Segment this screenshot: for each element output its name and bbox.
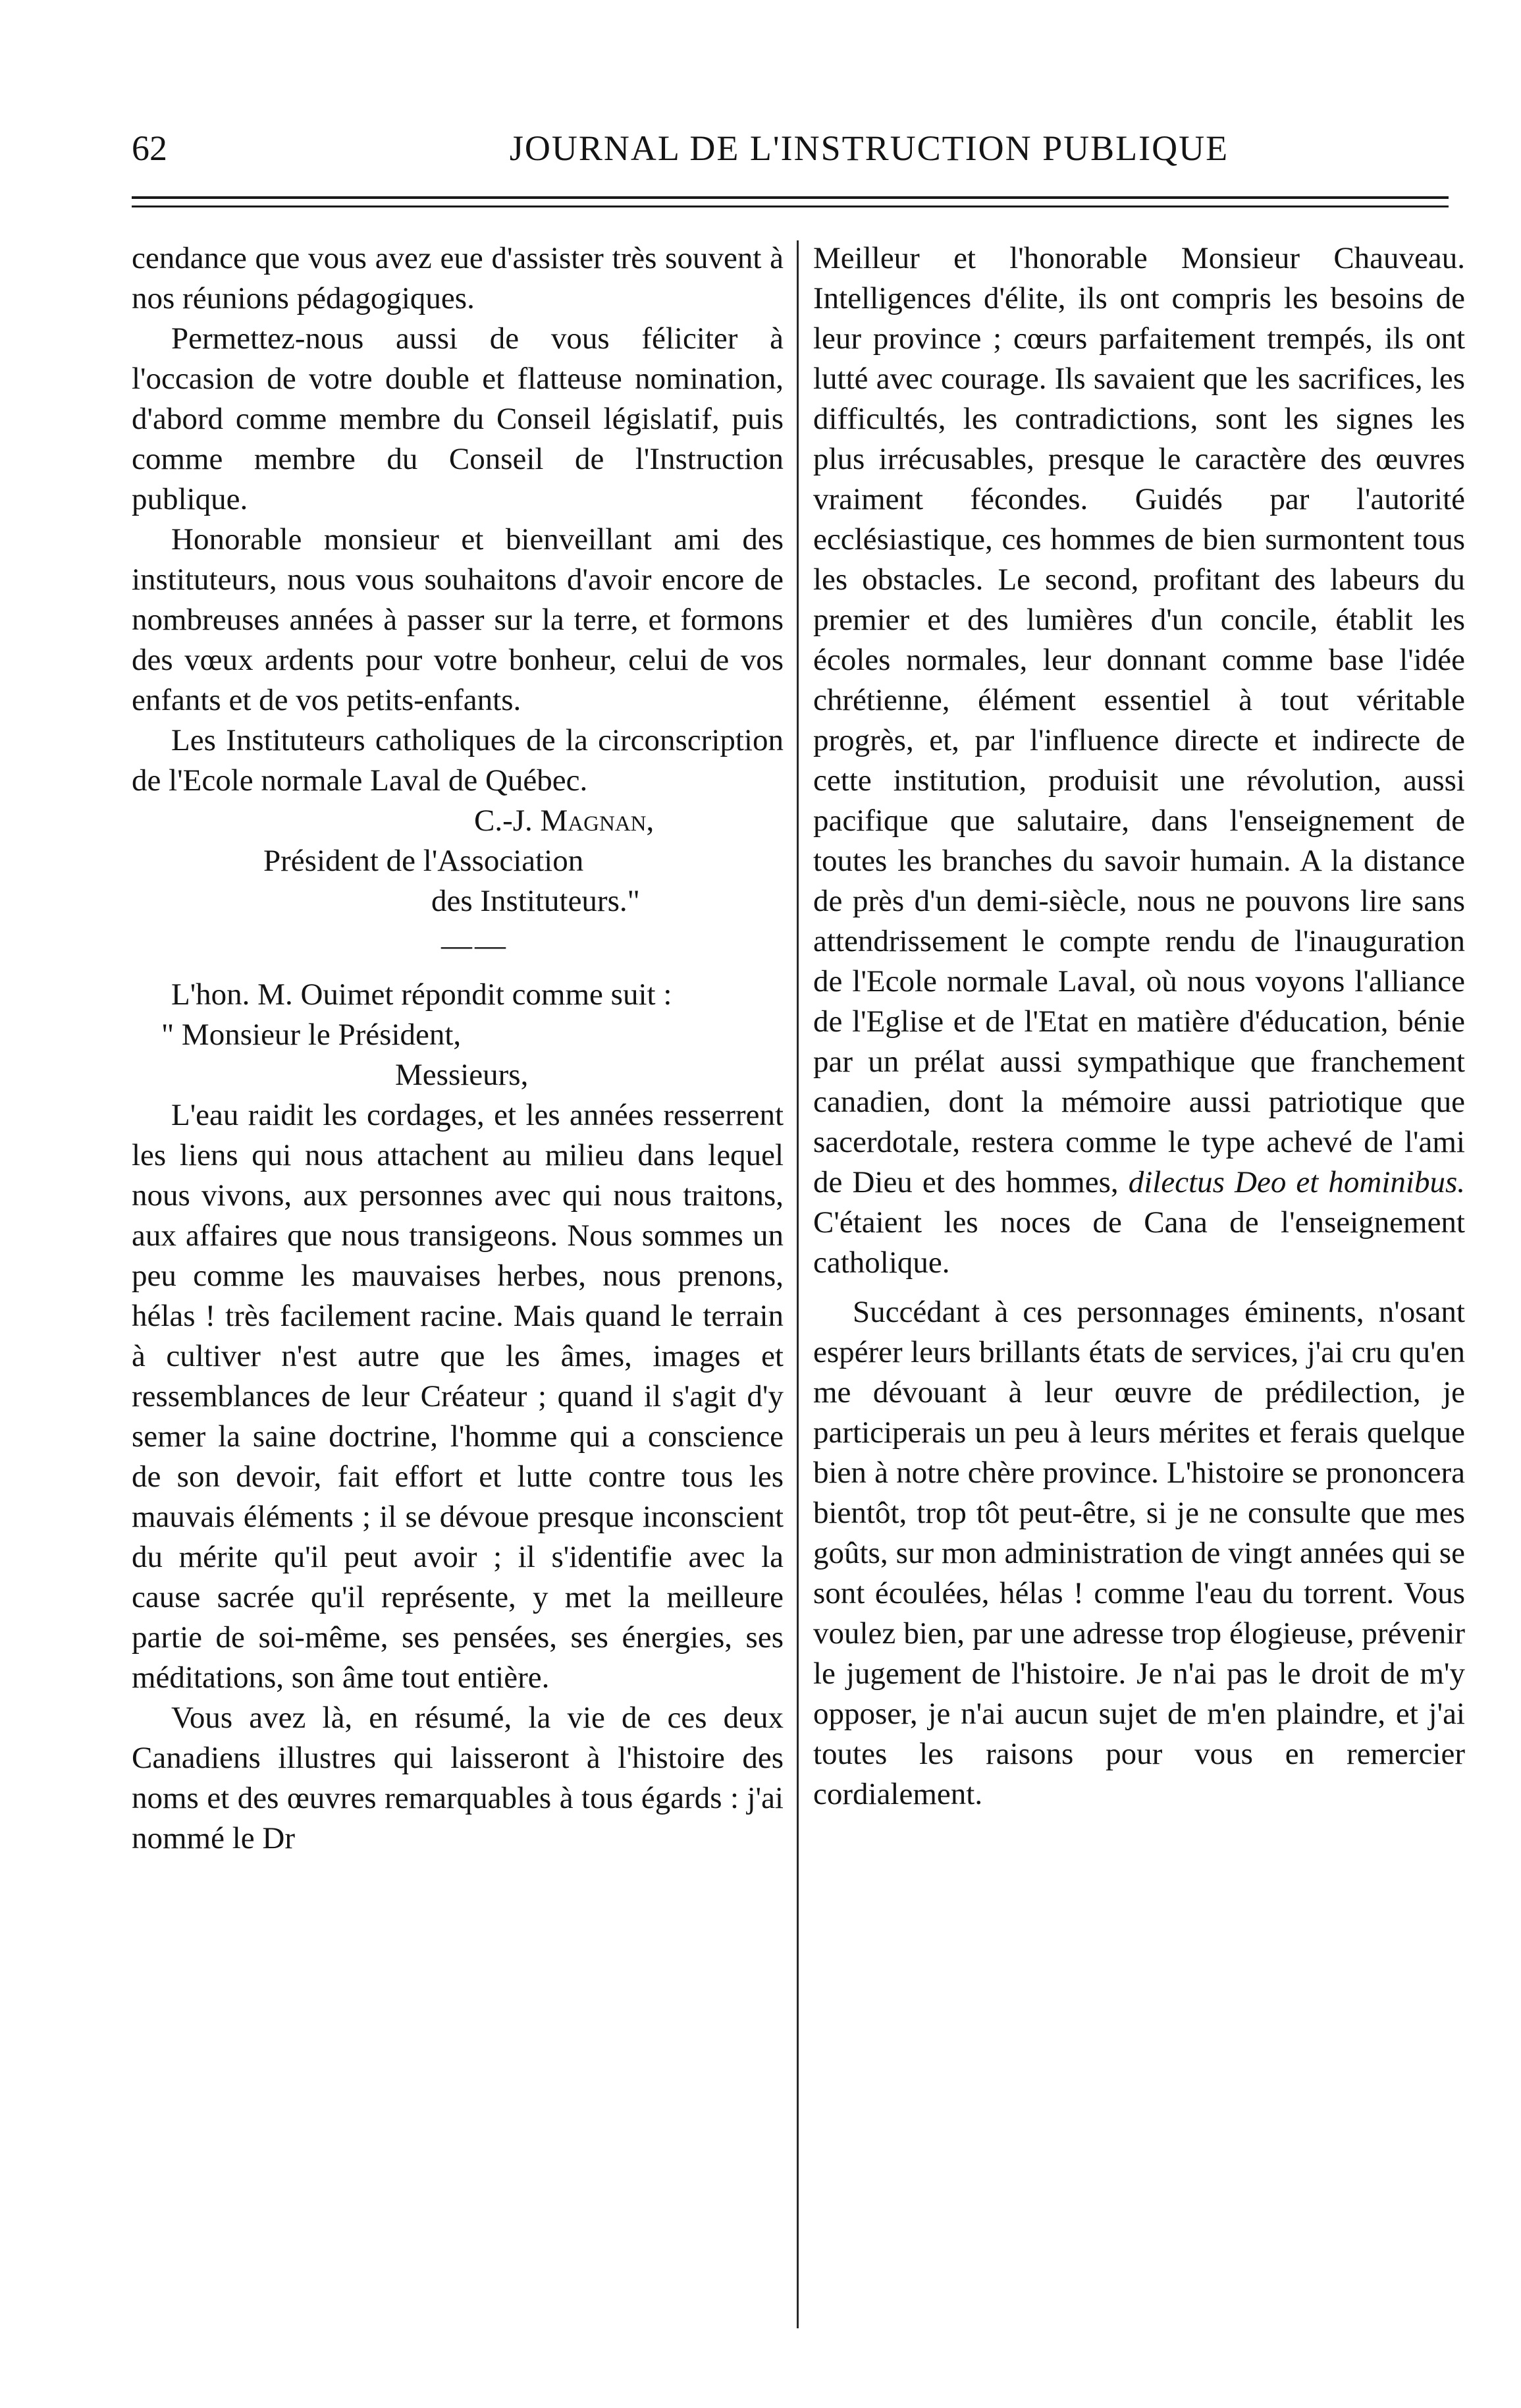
running-title: JOURNAL DE L'INSTRUCTION PUBLIQUE (509, 128, 1229, 168)
latin-quote: dilectus Deo et hominibus. (1128, 1165, 1466, 1199)
signature-name: C.-J. Magnan, (474, 804, 654, 838)
salutation: " Monsieur le Président, (161, 1018, 462, 1052)
paragraph (813, 238, 1465, 1283)
paragraph-text: Meilleur et l'honorable Monsieur Chauveau. Intelligences d'élite, ils ont compris les besoins de leur province ; cœurs parfaitement trempés, ils ont lutté avec courage. Ils savaient que les sacrifices, les difficultés, les contradictions, sont les signes les plus irrécusables, presque le caractère des œuvres vraiment fécondes. Guidés par l'autorité ecclésiastique, ces hommes de bien surmontent tous les obstacles. Le second, profitant des labeurs du premier et des lumières d'un concile, établit les écoles normales, leur donnant comme base l'idée chrétienne, élément essentiel à tout véritable progrès, et, par l'influence directe et indirecte de cette institution, produisit une révolution, aussi pacifique que salutaire, dans l'enseignement de toutes les branches du savoir humain. A la distance de près d'un demi-siècle, nous ne pouvons lire sans attendrissement le compte rendu de l'inauguration de l'Ecole normale Laval, où nous voyons l'alliance de l'Eglise et de l'Etat en matière d'éducation, bénie par un prélat aussi sympathique que franchement canadien, dont la mémoire aussi patriotique que sacerdotale, restera comme le type achevé de l'ami de Dieu et des hommes, (813, 241, 1465, 1199)
header-rule (132, 196, 1449, 199)
paragraph: L'eau raidit les cordages, et les années resserrent les liens qui nous attachent au milieu dans lequel nous vivons, aux personnes avec qui nous traitons, aux affaires que nous transigeons. Nous sommes un peu comme les mauvaises herbes, nous prenons, hélas ! très facilement racine. Mais quand le terrain à cultiver n'est autre que les âmes, images et ressemblances de leur Créateur ; quand il s'agit d'y semer la saine doctrine, l'homme qui a conscience de son devoir, fait effort et lutte contre tous les mauvais éléments ; il se dévoue presque inconscient du mérite qu'il peut avoir ; il s'identifie avec la cause sacrée qu'il représente, y met la meilleure partie de soi-même, ses pensées, ses énergies, ses méditations, son âme tout entière. (132, 1098, 784, 1695)
paragraph: Les Instituteurs catholiques de la circonscription de l'Ecole normale Laval de Québec. (132, 723, 784, 798)
column-divider (797, 240, 799, 2328)
paragraph: Vous avez là, en résumé, la vie de ces deux Canadiens illustres qui laisseront à l'histoire des noms et des œuvres remarquables à tous égards : j'ai nommé le Dr (132, 1701, 784, 1855)
left-column (132, 238, 784, 1859)
salutation: Messieurs, (395, 1058, 529, 1092)
paragraph: Succédant à ces personnages éminents, n'osant espérer leurs brillants états de services, j'ai cru qu'en me dévouant à leur œuvre de prédilection, je participerais un peu à leurs mérites et ferais quelque bien à notre chère province. L'histoire se prononcera bientôt, trop tôt peut-être, si je ne consulte que mes goûts, sur mon administration de vingt années qui se sont écoulées, hélas ! comme l'eau du torrent. Vous voulez bien, par une adresse trop élogieuse, prévenir le jugement de l'histoire. Je n'ai pas le droit de m'y opposer, je n'ai aucun sujet de m'en plaindre, et j'ai toutes les raisons pour vous en remercier cordialement. (813, 1295, 1465, 1811)
paragraph-text: C'étaient les noces de Cana de l'enseignement catholique. (813, 1205, 1465, 1280)
paragraph: L'hon. M. Ouimet répondit comme suit : (171, 977, 672, 1012)
signature-title-continued: des Instituteurs." (431, 884, 640, 918)
page-header (132, 125, 1449, 184)
header-rule-secondary (132, 205, 1449, 207)
paragraph: cendance que vous avez eue d'assister très souvent à nos réunions pédagogiques. (132, 241, 784, 315)
section-separator: —— (441, 928, 508, 962)
paragraph: Honorable monsieur et bienveillant ami des instituteurs, nous vous souhaitons d'avoir encore de nombreuses années à passer sur la terre, et formons des vœux ardents pour votre bonheur, celui de vos enfants et de vos petits-enfants. (132, 522, 784, 717)
right-column (813, 238, 1465, 1815)
paragraph: Permettez-nous aussi de vous féliciter à l'occasion de votre double et flatteuse nomination, d'abord comme membre du Conseil législatif, puis comme membre du Conseil de l'Instruction publique. (132, 321, 784, 516)
signature-title: Président de l'Association (263, 844, 584, 878)
page-number: 62 (132, 128, 167, 168)
